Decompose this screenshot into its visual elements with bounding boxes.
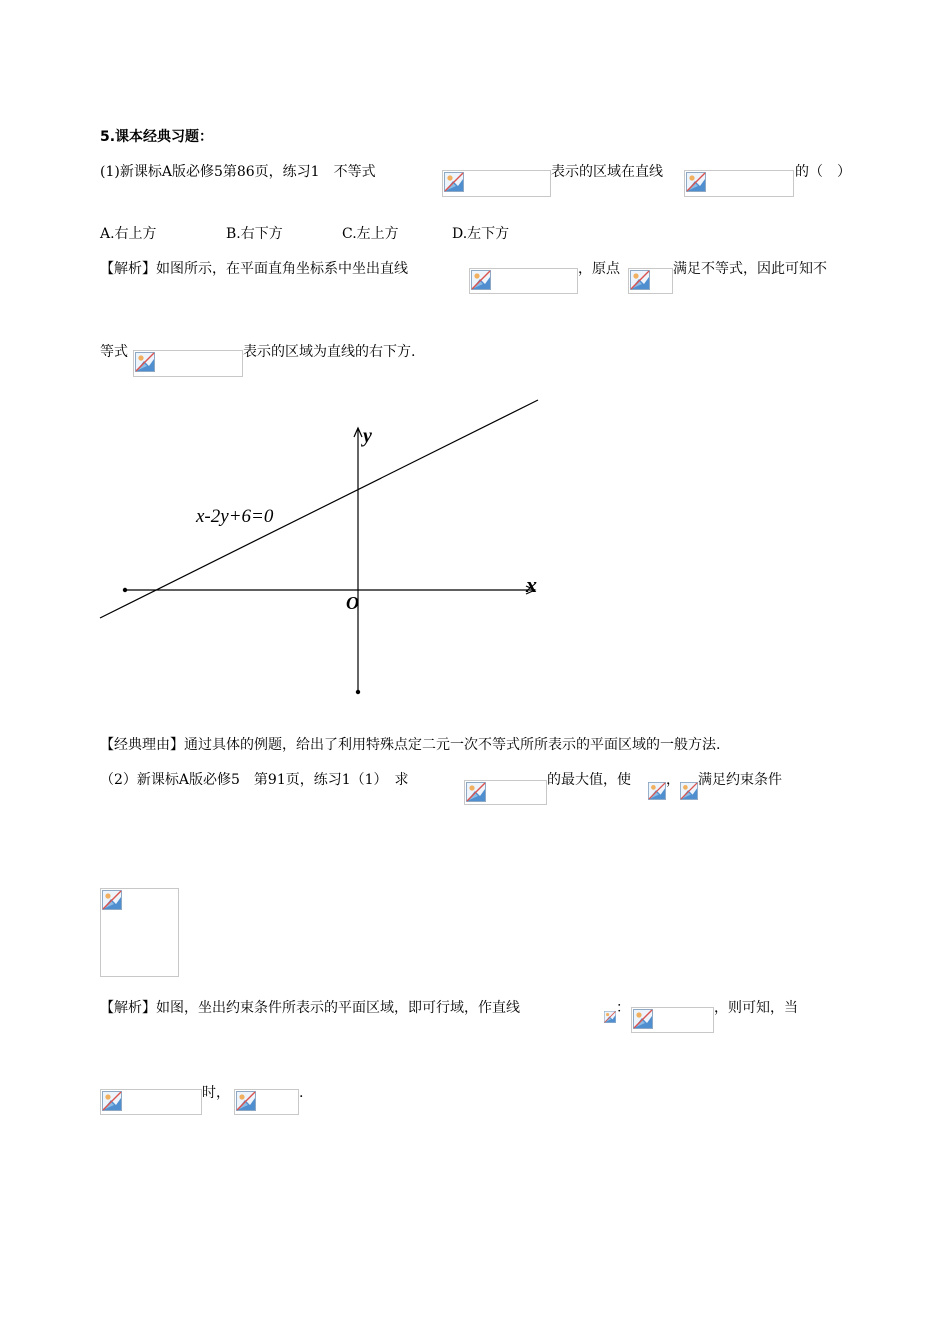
formula-image-placeholder	[100, 1089, 202, 1115]
origin-label: O	[346, 593, 359, 613]
broken-image-icon	[680, 782, 698, 800]
formula-image-placeholder	[234, 1089, 299, 1115]
analysis2-d: 时，	[202, 1085, 230, 1101]
option-b: B.右下方	[226, 226, 283, 242]
x-axis-endpoint	[123, 588, 127, 592]
analysis1-c: 满足不等式，因此可知不	[673, 261, 827, 277]
analysis2-a: 【解析】如图，坐出约束条件所表示的平面区域，即可行域，作直线	[100, 1000, 520, 1016]
q2-b: 的最大值，使	[547, 772, 631, 788]
option-c: C.左上方	[342, 226, 399, 242]
constraint-image-placeholder	[100, 888, 179, 977]
analysis1-a: 【解析】如图所示，在平面直角坐标系中坐出直线	[100, 261, 408, 277]
option-a: A.右上方	[100, 226, 157, 242]
analysis1-e: 表示的区域为直线的右下方.	[243, 344, 416, 360]
analysis1-d: 等式	[100, 344, 128, 360]
q2-c: ，	[666, 772, 680, 788]
analysis1-b: ，原点	[578, 261, 620, 277]
y-axis-endpoint	[356, 690, 360, 694]
formula-image-placeholder	[464, 780, 547, 805]
broken-image-icon	[648, 782, 666, 800]
broken-image-icon	[102, 890, 122, 910]
formula-image-placeholder	[631, 1007, 714, 1033]
formula-image-placeholder	[648, 782, 666, 803]
analysis2-c: ，则可知，当	[714, 1000, 798, 1016]
analysis2-e: .	[299, 1085, 304, 1101]
broken-image-icon	[633, 1009, 653, 1029]
broken-image-icon	[604, 1008, 616, 1026]
section-heading: 5.课本经典习题：	[100, 129, 214, 145]
q1-stem-b: 表示的区域在直线	[551, 164, 663, 180]
option-d: D.左下方	[452, 226, 510, 242]
broken-image-icon	[102, 1091, 122, 1111]
q2-a: （2）新课标A版必修5 第91页，练习1（1） 求	[100, 772, 409, 788]
broken-image-icon	[236, 1091, 256, 1111]
broken-image-icon	[466, 782, 486, 802]
x-axis-label: x	[526, 572, 537, 597]
line-graph	[100, 400, 538, 618]
y-axis-label: y	[363, 425, 372, 447]
line-equation-label: x-2y+6=0	[196, 506, 274, 527]
formula-image-placeholder	[604, 1008, 616, 1030]
reason-text: 【经典理由】通过具体的例题，给出了利用特殊点定二元一次不等式所所表示的平面区域的一般方法.	[100, 737, 721, 753]
formula-image-placeholder	[680, 782, 698, 803]
q1-stem-c: 的（ ）	[795, 164, 851, 180]
q1-stem-a: (1)新课标A版必修5第86页，练习1 不等式	[100, 164, 376, 180]
q2-d: 满足约束条件	[698, 772, 782, 788]
analysis2-b: ：	[616, 1000, 630, 1016]
